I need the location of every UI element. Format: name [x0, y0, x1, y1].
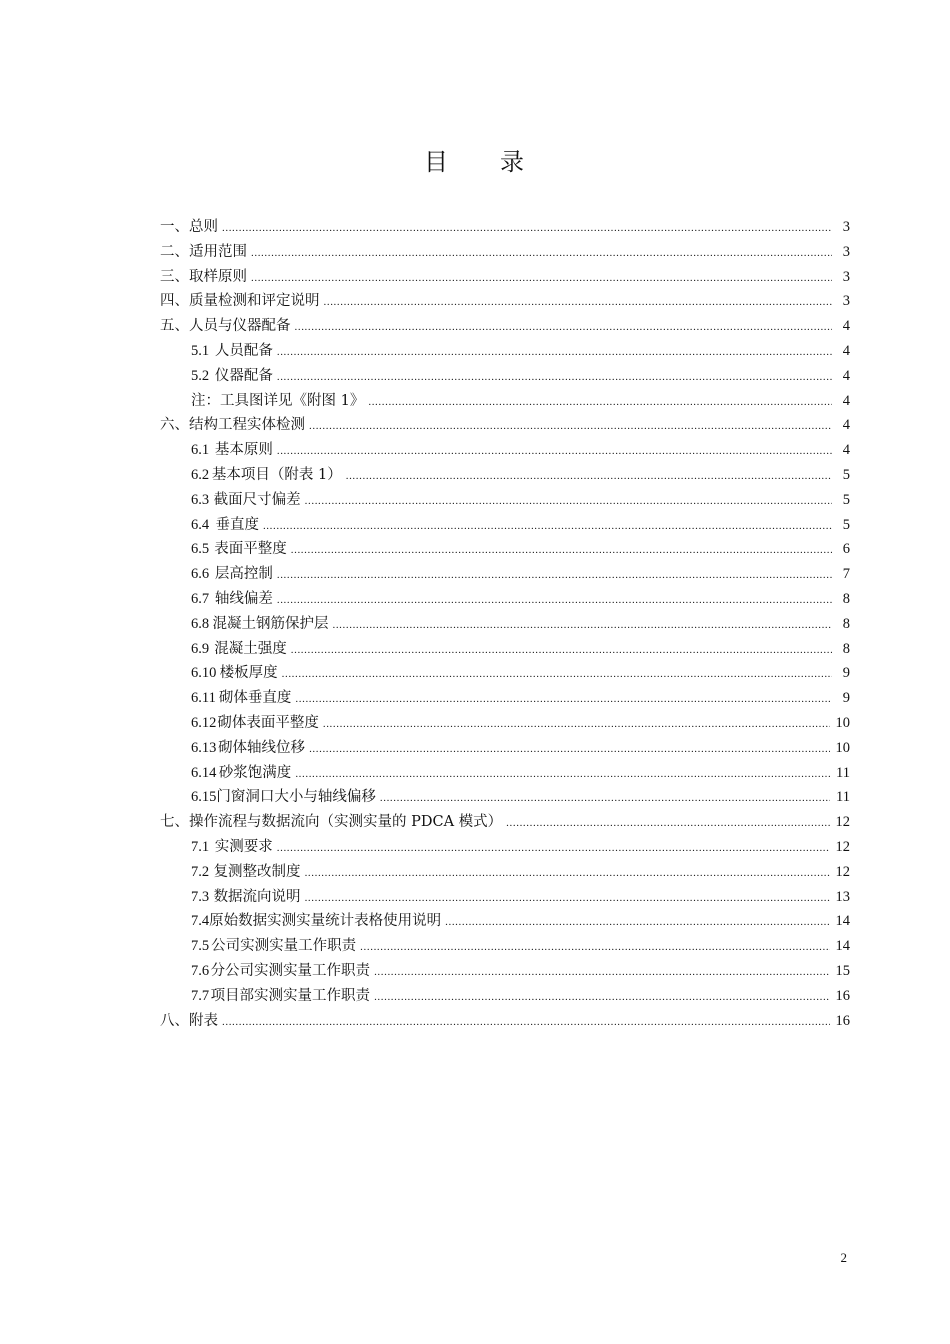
- toc-entry-page: 13: [835, 888, 850, 905]
- toc-entry-label: 砂浆饱满度: [218, 764, 292, 781]
- toc-entry-page: 10: [835, 714, 850, 731]
- toc-title-char-1: 目: [424, 148, 450, 176]
- toc-entry[interactable]: [160, 488, 850, 513]
- toc-entry-number: 6.4: [191, 516, 210, 533]
- toc-entry[interactable]: [160, 463, 850, 488]
- toc-dot-leader: [305, 886, 830, 911]
- toc-entry-number: 7.7: [191, 987, 210, 1004]
- toc-entry-page: 3: [842, 243, 850, 260]
- toc-entry-label: 原始数据实测实量统计表格使用说明: [209, 913, 442, 930]
- toc-entry-label: 砌体表面平整度: [217, 714, 319, 731]
- toc-entry-page: 9: [842, 665, 850, 682]
- toc-entry-label: 仪器配备: [214, 367, 273, 384]
- toc-entry-number: 6.7: [191, 590, 210, 607]
- toc-entry-label: 截面尺寸偏差: [213, 491, 301, 508]
- toc-entry-number: 6.2: [191, 466, 210, 483]
- toc-dot-leader: [374, 985, 829, 1010]
- toc-entry-label: 基本项目（附表 1）: [211, 466, 342, 483]
- toc-entry-number: 5.2: [191, 367, 210, 384]
- toc-dot-leader: [222, 216, 832, 241]
- toc-entry[interactable]: [160, 562, 850, 587]
- toc-entry-label: 注：工具图详见《附图 1》: [191, 392, 365, 409]
- toc-entry-page: 7: [842, 566, 850, 583]
- toc-dot-leader: [295, 315, 833, 340]
- toc-entry-number: 7.3: [191, 888, 210, 905]
- toc-entry-page: 12: [835, 863, 850, 880]
- toc-entry-label: 七、操作流程与数据流向（实测实量的 PDCA 模式）: [160, 814, 503, 831]
- toc-entry-page: 12: [835, 838, 850, 855]
- toc-entry[interactable]: [160, 438, 850, 463]
- toc-entry-page: 4: [842, 442, 850, 459]
- toc-entry-page: 4: [842, 392, 850, 409]
- toc-entry[interactable]: [160, 364, 850, 389]
- toc-entry[interactable]: [160, 1009, 850, 1034]
- toc-dot-leader: [506, 811, 829, 836]
- toc-entry[interactable]: [160, 314, 850, 339]
- toc-entry-label: 轴线偏差: [214, 590, 273, 607]
- toc-entry-page: 8: [842, 640, 850, 657]
- toc-entry-label: 二、适用范围: [160, 243, 247, 260]
- toc-entry[interactable]: [160, 265, 850, 290]
- toc-entry[interactable]: [160, 513, 850, 538]
- toc-title-char-2: 录: [500, 148, 526, 176]
- toc-entry[interactable]: [160, 289, 850, 314]
- toc-title: [0, 142, 950, 177]
- toc-entry[interactable]: [160, 612, 850, 637]
- toc-entry[interactable]: [160, 215, 850, 240]
- toc-entry[interactable]: [160, 339, 850, 364]
- toc-entry-number: 6.1: [191, 442, 210, 459]
- toc-dot-leader: [251, 266, 832, 291]
- toc-entry-label: 楼板厚度: [219, 665, 278, 682]
- toc-entry[interactable]: [160, 240, 850, 265]
- toc-entry-number: 6.13: [191, 739, 217, 756]
- toc-entry-label: 八、附表: [160, 1012, 218, 1029]
- toc-dot-leader: [324, 290, 833, 315]
- toc-dot-leader: [277, 365, 832, 390]
- toc-dot-leader: [374, 960, 829, 985]
- toc-dot-leader: [291, 538, 832, 563]
- toc-dot-leader: [277, 563, 832, 588]
- toc-entry-label: 项目部实测实量工作职责: [210, 987, 371, 1004]
- toc-entry-number: 6.8: [191, 615, 210, 632]
- toc-dot-leader: [323, 712, 830, 737]
- page-number: 2: [840, 1250, 847, 1265]
- toc-entry[interactable]: [160, 984, 850, 1009]
- toc-dot-leader: [263, 514, 832, 539]
- toc-entry[interactable]: [160, 661, 850, 686]
- toc-entry[interactable]: [160, 686, 850, 711]
- toc-entry-label: 混凝土强度: [214, 640, 287, 657]
- toc-entry-number: 6.15: [191, 789, 217, 806]
- toc-entry-page: 9: [842, 690, 850, 707]
- toc-entry-label: 表面平整度: [214, 541, 287, 558]
- toc-entry-page: 8: [842, 615, 850, 632]
- toc-entry-page: 5: [842, 466, 850, 483]
- toc-dot-leader: [295, 687, 832, 712]
- toc-dot-leader: [277, 340, 832, 365]
- toc-entry-page: 4: [842, 342, 850, 359]
- toc-entry-label: 五、人员与仪器配备: [160, 318, 291, 335]
- toc-entry-page: 4: [842, 367, 850, 384]
- toc-entry-page: 3: [842, 219, 850, 235]
- toc-dot-leader: [309, 737, 829, 762]
- toc-entry-label: 实测要求: [214, 838, 273, 855]
- toc-entry-label: 分公司实测实量工作职责: [210, 962, 371, 979]
- toc-dot-leader: [291, 638, 832, 663]
- toc-entry-number: 6.3: [191, 491, 210, 508]
- toc-entry[interactable]: [160, 736, 850, 761]
- toc-entry-number: 6.12: [191, 714, 217, 731]
- toc-entry-number: 6.10: [191, 665, 217, 682]
- toc-entry-page: 3: [842, 268, 850, 285]
- toc-dot-leader: [360, 935, 829, 960]
- toc-entry-label: 门窗洞口大小与轴线偏移: [216, 789, 376, 806]
- toc-dot-leader: [251, 241, 832, 266]
- toc-entry[interactable]: [160, 835, 850, 860]
- toc-dot-leader: [309, 414, 832, 439]
- toc-entry-number: 7.5: [191, 938, 210, 955]
- toc-entry[interactable]: [160, 959, 850, 984]
- toc-entry-label: 三、取样原则: [160, 268, 247, 285]
- toc-entry-label: 层高控制: [214, 566, 273, 583]
- toc-entry-label: 六、结构工程实体检测: [160, 417, 305, 434]
- toc-entry-label: 人员配备: [214, 342, 273, 359]
- toc-entry[interactable]: [160, 637, 850, 662]
- toc-entry[interactable]: [160, 711, 850, 736]
- toc-entry-page: 10: [835, 739, 850, 756]
- toc-dot-leader: [368, 390, 832, 415]
- toc-entry-page: 16: [835, 987, 850, 1004]
- toc-entry-page: 11: [836, 789, 850, 806]
- toc-entry[interactable]: [160, 389, 850, 414]
- toc-entry-number: 6.6: [191, 566, 210, 583]
- toc-entry[interactable]: [160, 587, 850, 612]
- toc-entry-number: 7.1: [191, 838, 210, 855]
- toc-entry[interactable]: [160, 909, 850, 934]
- toc-entry-label: 基本原则: [214, 442, 273, 459]
- toc-entry-page: 4: [842, 318, 850, 335]
- toc-entry[interactable]: [160, 810, 850, 835]
- toc-dot-leader: [346, 464, 832, 489]
- toc-entry-label: 复测整改制度: [213, 863, 301, 880]
- toc-entry-number: 6.9: [191, 640, 210, 657]
- toc-entry-number: 6.14: [191, 764, 217, 781]
- toc-dot-leader: [305, 861, 830, 886]
- toc-entry-page: 8: [842, 590, 850, 607]
- toc-entry[interactable]: [160, 860, 850, 885]
- toc-entry-label: 四、质量检测和评定说明: [160, 293, 320, 310]
- toc-dot-leader: [222, 1010, 830, 1035]
- toc-entry-number: 6.11: [191, 690, 216, 707]
- toc-entry[interactable]: [160, 537, 850, 562]
- toc-entry[interactable]: [160, 761, 850, 786]
- toc-entry-label: 数据流向说明: [213, 888, 301, 905]
- toc-entry-number: 7.6: [191, 962, 210, 979]
- toc-entry-label: 混凝土钢筋保护层: [212, 615, 329, 632]
- toc-entry-page: 6: [842, 541, 850, 558]
- toc-dot-leader: [380, 786, 830, 811]
- toc-entry-label: 砌体垂直度: [218, 690, 292, 707]
- toc-dot-leader: [295, 762, 830, 787]
- toc-entry-number: 7.2: [191, 863, 210, 880]
- toc-entry-page: 12: [835, 814, 850, 831]
- toc-entry[interactable]: [160, 785, 850, 810]
- toc-dot-leader: [332, 613, 832, 638]
- toc-entry-label: 公司实测实量工作职责: [211, 938, 357, 955]
- toc-entry-page: 4: [842, 417, 850, 434]
- toc-entry-number: 6.5: [191, 541, 210, 558]
- toc-entry-page: 5: [842, 516, 850, 533]
- toc-entry-number: 5.1: [191, 342, 210, 359]
- toc-entry-page: 5: [842, 491, 850, 508]
- toc-entry[interactable]: [160, 934, 850, 959]
- toc-entry-page: 16: [835, 1012, 850, 1029]
- toc-entry-page: 11: [836, 764, 850, 781]
- toc-dot-leader: [305, 489, 832, 514]
- toc-dot-leader: [282, 662, 832, 687]
- toc-entry-label: 砌体轴线位移: [218, 739, 306, 756]
- toc-entry[interactable]: [160, 885, 850, 910]
- toc-entry-label: 垂直度: [215, 516, 259, 533]
- toc-entry-page: 3: [842, 293, 850, 310]
- toc-dot-leader: [277, 836, 830, 861]
- toc-entry[interactable]: [160, 413, 850, 438]
- toc-dot-leader: [445, 910, 829, 935]
- toc-dot-leader: [277, 588, 832, 613]
- toc-entry-label: 一、总则: [160, 219, 218, 235]
- toc-entry-page: 14: [835, 913, 850, 930]
- toc-entry-page: 14: [835, 938, 850, 955]
- toc-entry-page: 15: [835, 962, 850, 979]
- toc-entry-number: 7.4: [191, 913, 210, 930]
- table-of-contents: [160, 215, 850, 1033]
- toc-dot-leader: [277, 439, 832, 464]
